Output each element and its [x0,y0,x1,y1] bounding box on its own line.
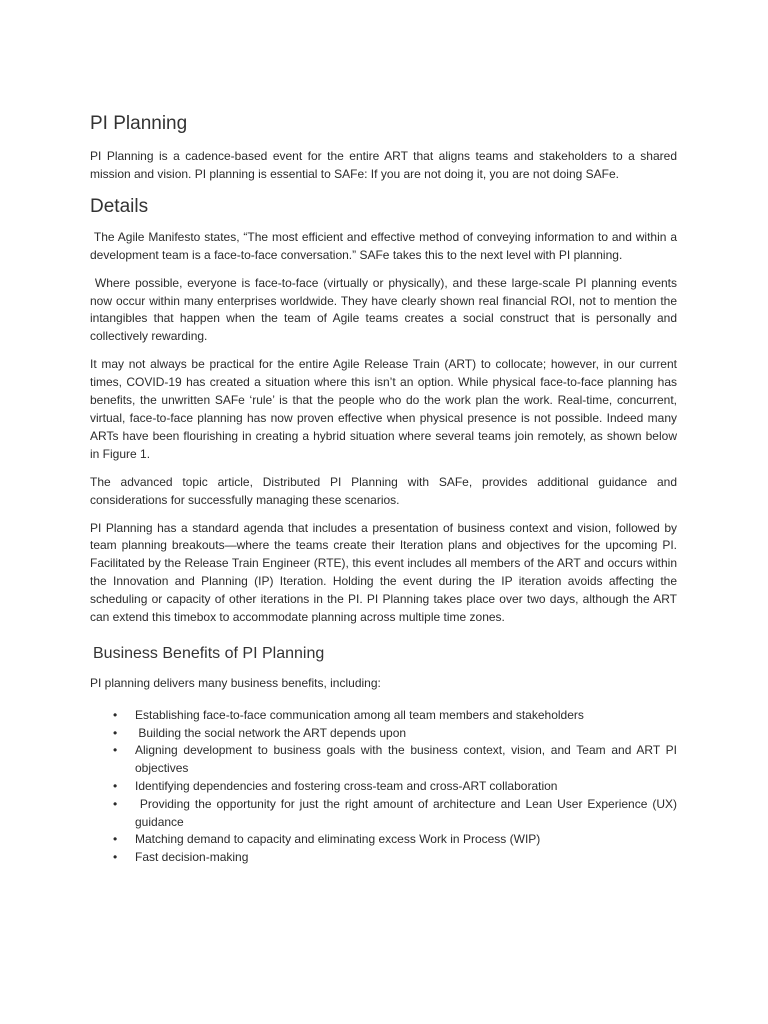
benefits-list [90,707,681,867]
benefits-intro: PI planning delivers many business benefits, including: [90,675,381,690]
document-page [90,112,681,867]
list-item [90,742,681,778]
heading-pi-planning: PI Planning [90,113,188,134]
list-item-text: Identifying dependencies and fostering cross-team and cross-ART collaboration [135,779,558,794]
list-item [90,831,677,849]
list-item [90,778,677,796]
list-item-text: Aligning development to business goals with the business context, vision, and Team and ART PI objectives [135,743,681,776]
list-item-text: Providing the opportunity for just the right amount of architecture and Lean User Experience (UX) guidance [135,796,681,829]
bullet-icon: • [113,832,118,847]
bullet-icon: • [113,743,118,758]
details-paragraph-1: The Agile Manifesto states, “The most efficient and effective method of conveying information to and within a development team is a face-to-face conversation.” SAFe takes this to the next level with PI planning. [90,229,681,262]
intro-paragraph: PI Planning is a cadence-based event for the entire ART that aligns teams and stakeholders to a shared mission and vision. PI planning is essential to SAFe: If you are not doing it, you are not doing SAFe. [90,149,677,181]
details-paragraph-4: The advanced topic article, Distributed PI Planning with SAFe, provides additional guidance and considerations for successfully managing these scenarios. [90,474,677,507]
bullet-icon: • [113,850,118,865]
list-item-text: Establishing face-to-face communication among all team members and stakeholders [135,707,584,722]
bullet-icon: • [113,725,118,740]
bullet-icon: • [113,707,118,722]
list-item [90,849,677,867]
heading-business-benefits: Business Benefits of PI Planning [93,644,325,662]
list-item [90,796,681,832]
bullet-icon: • [113,779,118,794]
list-item-text: Fast decision-making [135,850,249,865]
details-paragraph-5: PI Planning has a standard agenda that includes a presentation of business context and vision, followed by team planning breakouts—where the teams create their Iteration plans and objectives for the upcoming PI. Facilitated by the Release Train Engineer (RTE), this event includes all members of the ART and occurs within the Innovation and Planning (IP) Iteration. Holding the event during the IP iteration avoids affecting the scheduling or capacity of other iterations in the PI. PI Planning takes place over two days, although the ART can extend this timebox to accommodate planning across multiple time zones. [90,520,677,625]
list-item [90,707,677,725]
details-paragraph-2: Where possible, everyone is face-to-face (virtually or physically), and these large-scale PI planning events now occur within many enterprises worldwide. They have clearly shown real financial ROI, not to mention the intangibles that happen when the team of Agile teams creates a social construct that is personally and collectively rewarding. [90,275,681,344]
list-item-text: Matching demand to capacity and eliminating excess Work in Process (WIP) [135,832,541,847]
list-item-text: Building the social network the ART depends upon [135,725,407,740]
heading-details: Details [90,195,149,217]
details-paragraph-3: It may not always be practical for the entire Agile Release Train (ART) to collocate; however, in our current times, COVID-19 has created a situation where this isn’t an option. While physical face-to-face planning has benefits, the unwritten SAFe ‘rule’ is that the people who do the work plan the work. Real-time, concurrent, virtual, face-to-face planning has now proven effective when physical presence is not possible. Indeed many ARTs have been flourishing in creating a hybrid situation where several teams join remotely, as shown below in Figure 1. [90,357,677,461]
bullet-icon: • [113,796,118,811]
list-item [90,725,677,743]
